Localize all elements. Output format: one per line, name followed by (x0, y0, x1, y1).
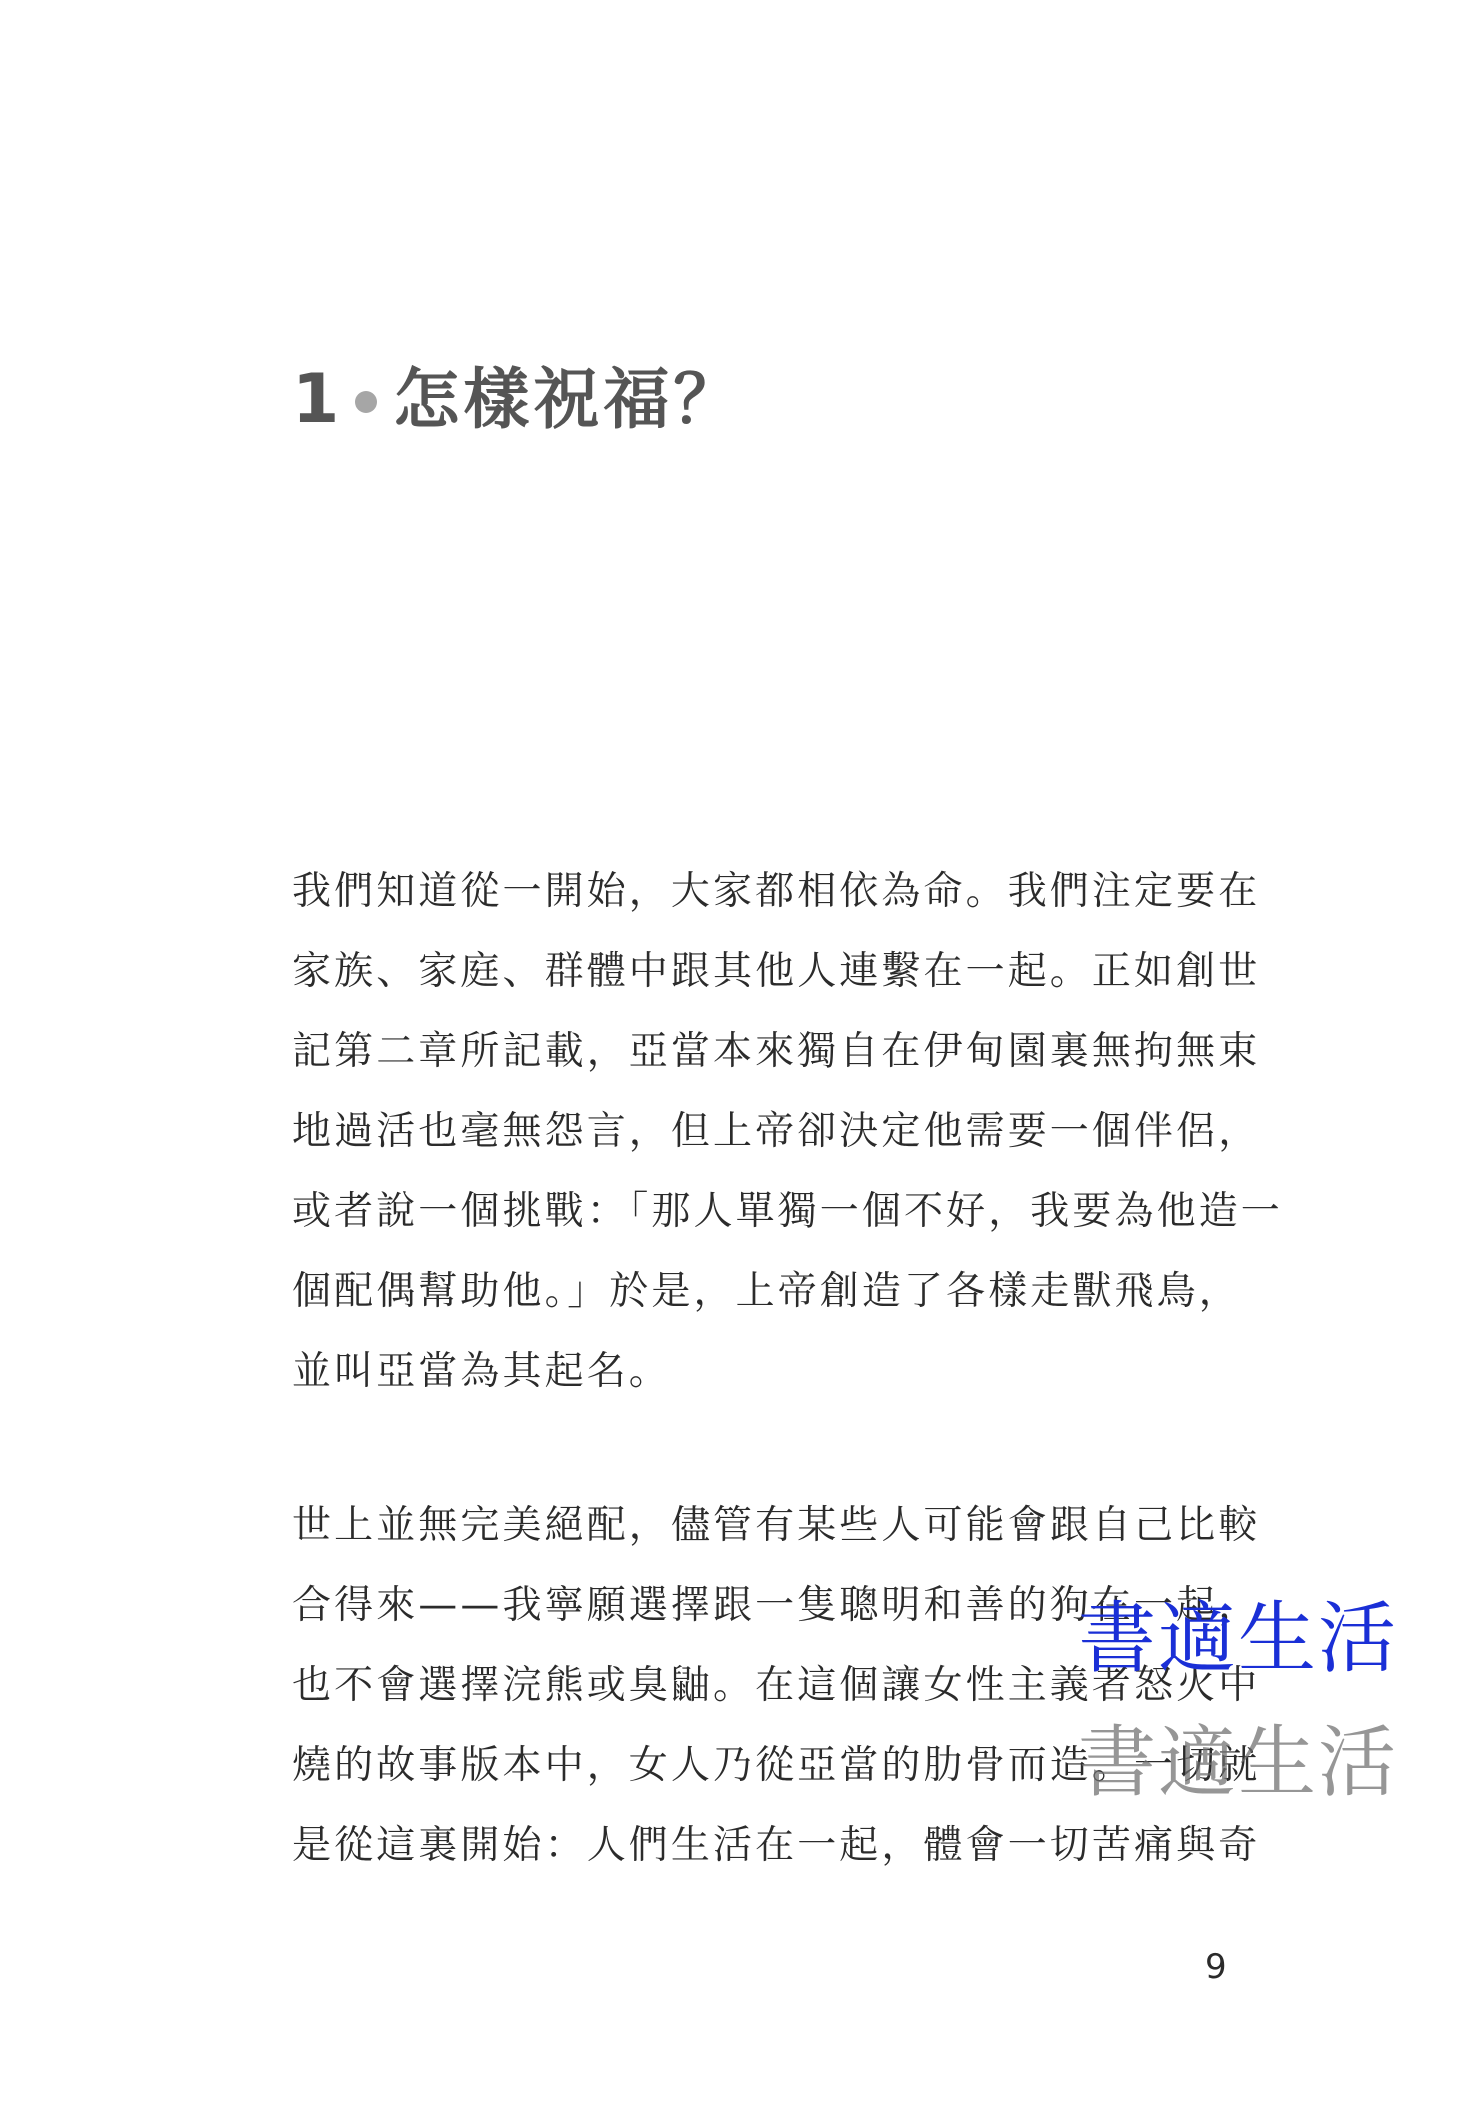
text-line: 是從這裏開始：人們生活在一起，體會一切苦痛與奇 (292, 1823, 1261, 1868)
text-line: 也不會選擇浣熊或臭鼬。在這個讓女性主義者怒火中 (292, 1663, 1261, 1708)
bullet-dot-icon (355, 391, 377, 413)
page-number: 9 (1205, 1947, 1227, 1987)
text-line: 地過活也毫無怨言，但上帝卻決定他需要一個伴侶， (292, 1109, 1261, 1154)
text-line: 世上並無完美絕配，儘管有某些人可能會跟自己比較 (292, 1503, 1261, 1548)
text-line: 家族、家庭、群體中跟其他人連繫在一起。正如創世 (292, 949, 1261, 994)
text-line: 燒的故事版本中，女人乃從亞當的肋骨而造。一切就 (292, 1743, 1261, 1788)
watermark-primary: 書適生活 (1078, 1594, 1399, 1684)
text-line: 個配偶幫助他。」於是，上帝創造了各樣走獸飛鳥， (292, 1269, 1241, 1314)
chapter-heading (292, 355, 743, 445)
watermark-secondary: 書適生活 (1078, 1718, 1399, 1808)
text-line: 或者說一個挑戰：「那人單獨一個不好，我要為他造一 (292, 1189, 1283, 1234)
text-line: 合得來——我寧願選擇跟一隻聰明和善的狗在一起， (292, 1583, 1261, 1628)
chapter-title: 怎樣祝福？ (393, 361, 744, 438)
chapter-number: 1 (292, 360, 340, 439)
body-paragraph-1 (292, 852, 1283, 1412)
text-line: 並叫亞當為其起名。 (292, 1349, 671, 1394)
text-line: 我們知道從一開始，大家都相依為命。我們注定要在 (292, 869, 1261, 914)
text-line: 記第二章所記載，亞當本來獨自在伊甸園裏無拘無束 (292, 1029, 1261, 1074)
